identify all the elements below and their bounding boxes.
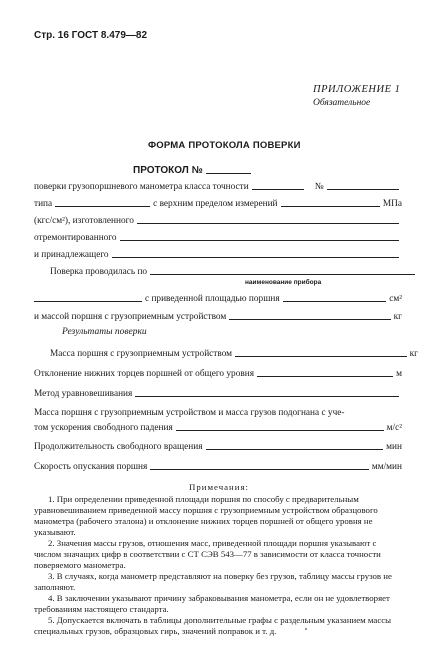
upper-limit-label: с верхним пределом измерений [153, 199, 278, 209]
area-blank[interactable] [283, 301, 387, 302]
results-heading: Результаты поверки [62, 327, 147, 337]
form-line-type [34, 195, 402, 209]
fitted-label: Масса поршня с грузоприемным устройством и масса грузов подогнана с уче- [34, 408, 345, 418]
protocol-label: ПРОТОКОЛ № [133, 165, 203, 176]
deviation-label: Отклонение нижних торцев поршней от общего уровня [34, 369, 254, 379]
rotation-unit: мин [386, 442, 402, 452]
scan-speck [305, 628, 307, 630]
result-line-speed [34, 458, 402, 472]
protocol-heading [133, 165, 254, 176]
form-line-repaired [34, 229, 402, 243]
appendix-subtitle: Обязательное [313, 98, 371, 108]
result-line-gravity [34, 419, 402, 433]
area-leading-blank[interactable] [34, 301, 142, 302]
gravity-label: том ускорения свободного падения [34, 423, 173, 433]
method-blank[interactable] [135, 396, 399, 397]
area-unit: см² [389, 294, 402, 304]
result-line-rotation [34, 438, 402, 452]
result-line-deviation [34, 365, 402, 379]
repaired-label: отремонтированного [34, 233, 117, 243]
result-line-fitted [34, 404, 402, 418]
mass-blank[interactable] [229, 319, 390, 320]
form-title: ФОРМА ПРОТОКОЛА ПОВЕРКИ [148, 140, 301, 151]
result-line-mass [34, 345, 418, 359]
form-line-owner [34, 246, 402, 260]
deviation-unit: м [396, 369, 402, 379]
page-header: Стр. 16 ГОСТ 8.479—82 [34, 30, 148, 41]
upper-limit-unit: МПа [382, 199, 402, 209]
gravity-blank[interactable] [176, 430, 384, 431]
result-mass-label: Масса поршня с грузоприемным устройством [50, 349, 233, 359]
manufactured-blank[interactable] [137, 223, 399, 224]
rotation-blank[interactable] [206, 449, 384, 450]
method-label: Метод уравновешивания [34, 389, 133, 399]
form-line-verification [34, 263, 418, 277]
class-blank[interactable] [252, 189, 304, 190]
type-label: типа [34, 199, 53, 209]
form-line-manufactured [34, 212, 402, 226]
speed-blank[interactable] [150, 469, 369, 470]
mass-label: и массой поршня с грузоприемным устройством [34, 312, 227, 322]
number-label: № [314, 182, 324, 192]
notes-block [34, 482, 404, 637]
note-2: 2. Значения массы грузов, отношения масс, приведенной площади поршня указывают с числом значащих цифр в соответствии с СТ СЭВ 543—77 в зависимости от класса точности поверяемого манометра. [34, 538, 381, 570]
area-label: с приведенной площадью поршня [145, 294, 280, 304]
result-mass-unit: кг [409, 349, 418, 359]
speed-label: Скорость опускания поршня [34, 462, 148, 472]
mass-unit: кг [393, 312, 402, 322]
protocol-number-blank[interactable] [206, 173, 251, 174]
result-line-method [34, 385, 402, 399]
manufactured-label: (кгс/см²), изготовленного [34, 216, 134, 226]
form-line-class [34, 178, 402, 192]
notes-heading: Примечания: [189, 482, 249, 492]
repaired-blank[interactable] [120, 240, 399, 241]
class-label: поверки грузопоршневого манометра класса точности [34, 182, 249, 192]
form-line-area [34, 290, 402, 304]
deviation-blank[interactable] [257, 376, 393, 377]
speed-unit: мм/мин [371, 462, 402, 472]
upper-limit-blank[interactable] [281, 206, 380, 207]
instrument-name-caption: наименование прибора [245, 279, 322, 286]
note-4: 4. В заключении указывают причину забраковывания манометра, если он не удовлетворяет требованиям настоящего стандарта. [34, 593, 390, 614]
owner-label: и принадлежащего [34, 250, 109, 260]
type-blank[interactable] [55, 206, 150, 207]
note-3: 3. В случаях, когда манометр представляют на поверку без грузов, таблицу массы грузов не заполняют. [34, 571, 392, 592]
note-5: 5. Допускается включать в таблицы дополнительные графы с раздельным указанием массы специальных грузов, образцовых гирь, значений поправок и т. д. [34, 615, 392, 636]
appendix-title: ПРИЛОЖЕНИЕ 1 [313, 84, 401, 95]
result-mass-blank[interactable] [235, 356, 407, 357]
gravity-unit: м/с² [386, 423, 402, 433]
verification-label: Поверка проводилась по [50, 267, 148, 277]
rotation-label: Продолжительность свободного вращения [34, 442, 203, 452]
number-blank[interactable] [327, 189, 399, 190]
owner-blank[interactable] [112, 257, 399, 258]
form-line-mass [34, 308, 402, 322]
verification-blank[interactable] [150, 274, 415, 275]
note-1: 1. При определении приведенной площади поршня по способу с предварительным уравновешиванием приведенной массу поршня с грузоприемным устройством образцового манометра (рабочего эталона) и отклонение нижних торцев поршней от общего уровня не указывают. [34, 494, 378, 537]
